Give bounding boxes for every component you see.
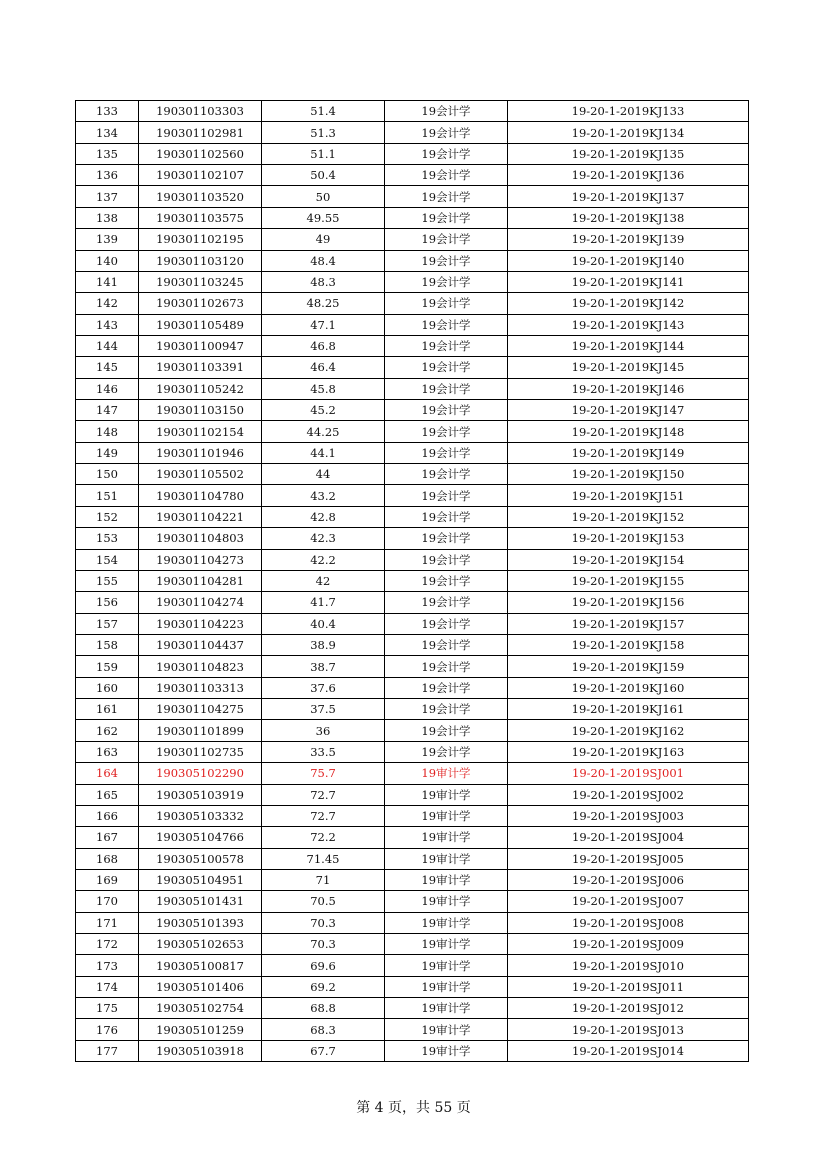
- cell-row-number: 170: [76, 891, 139, 912]
- cell-score: 50.4: [262, 165, 385, 186]
- footer-middle: 页，共: [388, 1100, 431, 1116]
- cell-score: 40.4: [262, 613, 385, 634]
- cell-student-id: 190301104274: [139, 592, 262, 613]
- cell-student-id: 190301104823: [139, 656, 262, 677]
- cell-code: 19-20-1-2019KJ140: [508, 250, 749, 271]
- table-row: [76, 464, 749, 485]
- cell-row-number: 153: [76, 528, 139, 549]
- cell-student-id: 190301100947: [139, 335, 262, 356]
- cell-student-id: 190301101899: [139, 720, 262, 741]
- cell-row-number: 164: [76, 763, 139, 784]
- cell-code: 19-20-1-2019KJ143: [508, 314, 749, 335]
- table-body: [76, 101, 749, 1062]
- cell-score: 45.2: [262, 400, 385, 421]
- cell-code: 19-20-1-2019KJ135: [508, 143, 749, 164]
- cell-score: 37.6: [262, 677, 385, 698]
- cell-code: 19-20-1-2019KJ156: [508, 592, 749, 613]
- cell-score: 67.7: [262, 1040, 385, 1061]
- footer-total-pages: 55: [434, 1100, 453, 1116]
- cell-student-id: 190301104223: [139, 613, 262, 634]
- cell-code: 19-20-1-2019KJ155: [508, 570, 749, 591]
- cell-student-id: 190301103245: [139, 271, 262, 292]
- cell-student-id: 190305102653: [139, 934, 262, 955]
- cell-class-name: 19会计学: [385, 271, 508, 292]
- cell-student-id: 190305101259: [139, 1019, 262, 1040]
- cell-code: 19-20-1-2019SJ005: [508, 848, 749, 869]
- cell-code: 19-20-1-2019KJ149: [508, 442, 749, 463]
- cell-code: 19-20-1-2019KJ159: [508, 656, 749, 677]
- cell-class-name: 19会计学: [385, 442, 508, 463]
- table-row: [76, 485, 749, 506]
- table-row: [76, 165, 749, 186]
- cell-row-number: 160: [76, 677, 139, 698]
- cell-class-name: 19会计学: [385, 720, 508, 741]
- cell-score: 69.6: [262, 955, 385, 976]
- cell-score: 69.2: [262, 976, 385, 997]
- cell-student-id: 190301103313: [139, 677, 262, 698]
- cell-row-number: 175: [76, 998, 139, 1019]
- table-row: [76, 827, 749, 848]
- cell-class-name: 19会计学: [385, 464, 508, 485]
- cell-class-name: 19会计学: [385, 677, 508, 698]
- cell-row-number: 162: [76, 720, 139, 741]
- cell-score: 36: [262, 720, 385, 741]
- cell-student-id: 190301104803: [139, 528, 262, 549]
- cell-student-id: 190301102154: [139, 421, 262, 442]
- cell-class-name: 19会计学: [385, 143, 508, 164]
- cell-row-number: 145: [76, 357, 139, 378]
- cell-row-number: 159: [76, 656, 139, 677]
- cell-student-id: 190301103391: [139, 357, 262, 378]
- cell-row-number: 156: [76, 592, 139, 613]
- cell-code: 19-20-1-2019KJ138: [508, 207, 749, 228]
- cell-class-name: 19会计学: [385, 741, 508, 762]
- cell-class-name: 19会计学: [385, 229, 508, 250]
- table-row: [76, 720, 749, 741]
- table-row: [76, 976, 749, 997]
- cell-student-id: 190301104281: [139, 570, 262, 591]
- cell-code: 19-20-1-2019KJ147: [508, 400, 749, 421]
- table-row: [76, 250, 749, 271]
- table-row: [76, 122, 749, 143]
- cell-score: 70.5: [262, 891, 385, 912]
- cell-row-number: 161: [76, 699, 139, 720]
- table-row: [76, 293, 749, 314]
- cell-student-id: 190305101406: [139, 976, 262, 997]
- cell-row-number: 168: [76, 848, 139, 869]
- cell-score: 72.7: [262, 805, 385, 826]
- table-row: [76, 207, 749, 228]
- table-row: [76, 186, 749, 207]
- cell-student-id: 190301102735: [139, 741, 262, 762]
- cell-class-name: 19会计学: [385, 421, 508, 442]
- cell-class-name: 19会计学: [385, 549, 508, 570]
- table-row: [76, 592, 749, 613]
- cell-code: 19-20-1-2019KJ157: [508, 613, 749, 634]
- footer-prefix: 第: [356, 1100, 371, 1116]
- cell-score: 68.8: [262, 998, 385, 1019]
- table-row: [76, 869, 749, 890]
- cell-class-name: 19审计学: [385, 976, 508, 997]
- cell-score: 68.3: [262, 1019, 385, 1040]
- cell-score: 49.55: [262, 207, 385, 228]
- table-row: [76, 955, 749, 976]
- cell-code: 19-20-1-2019SJ004: [508, 827, 749, 848]
- cell-code: 19-20-1-2019KJ133: [508, 101, 749, 122]
- cell-student-id: 190301102195: [139, 229, 262, 250]
- cell-code: 19-20-1-2019KJ148: [508, 421, 749, 442]
- cell-score: 71.45: [262, 848, 385, 869]
- cell-score: 44.25: [262, 421, 385, 442]
- cell-class-name: 19审计学: [385, 827, 508, 848]
- table-row: [76, 613, 749, 634]
- table-row: [76, 1019, 749, 1040]
- cell-class-name: 19会计学: [385, 613, 508, 634]
- cell-row-number: 141: [76, 271, 139, 292]
- cell-row-number: 146: [76, 378, 139, 399]
- cell-row-number: 173: [76, 955, 139, 976]
- cell-student-id: 190301104273: [139, 549, 262, 570]
- cell-code: 19-20-1-2019SJ007: [508, 891, 749, 912]
- cell-student-id: 190305102290: [139, 763, 262, 784]
- cell-code: 19-20-1-2019KJ150: [508, 464, 749, 485]
- cell-row-number: 166: [76, 805, 139, 826]
- table-row: [76, 400, 749, 421]
- cell-row-number: 134: [76, 122, 139, 143]
- cell-score: 44: [262, 464, 385, 485]
- cell-student-id: 190301103520: [139, 186, 262, 207]
- cell-class-name: 19会计学: [385, 656, 508, 677]
- cell-code: 19-20-1-2019KJ158: [508, 634, 749, 655]
- table-row: [76, 357, 749, 378]
- cell-class-name: 19会计学: [385, 207, 508, 228]
- cell-student-id: 190301102560: [139, 143, 262, 164]
- cell-code: 19-20-1-2019SJ001: [508, 763, 749, 784]
- cell-code: 19-20-1-2019SJ006: [508, 869, 749, 890]
- cell-score: 33.5: [262, 741, 385, 762]
- cell-code: 19-20-1-2019SJ013: [508, 1019, 749, 1040]
- cell-code: 19-20-1-2019KJ139: [508, 229, 749, 250]
- cell-score: 42.3: [262, 528, 385, 549]
- table-row: [76, 634, 749, 655]
- table-row: [76, 143, 749, 164]
- cell-class-name: 19审计学: [385, 763, 508, 784]
- cell-code: 19-20-1-2019KJ161: [508, 699, 749, 720]
- table-row: [76, 784, 749, 805]
- table-row: [76, 763, 749, 784]
- cell-code: 19-20-1-2019KJ141: [508, 271, 749, 292]
- cell-row-number: 144: [76, 335, 139, 356]
- cell-class-name: 19审计学: [385, 934, 508, 955]
- table-row: [76, 805, 749, 826]
- cell-code: 19-20-1-2019KJ134: [508, 122, 749, 143]
- cell-code: 19-20-1-2019SJ011: [508, 976, 749, 997]
- cell-code: 19-20-1-2019SJ014: [508, 1040, 749, 1061]
- cell-class-name: 19审计学: [385, 784, 508, 805]
- cell-row-number: 148: [76, 421, 139, 442]
- cell-class-name: 19审计学: [385, 1040, 508, 1061]
- cell-class-name: 19会计学: [385, 122, 508, 143]
- footer-page-number: 4: [374, 1100, 384, 1116]
- cell-student-id: 190301102981: [139, 122, 262, 143]
- cell-student-id: 190305102754: [139, 998, 262, 1019]
- table-row: [76, 335, 749, 356]
- table-row: [76, 570, 749, 591]
- cell-class-name: 19会计学: [385, 357, 508, 378]
- cell-score: 46.8: [262, 335, 385, 356]
- cell-code: 19-20-1-2019KJ137: [508, 186, 749, 207]
- table-row: [76, 314, 749, 335]
- cell-code: 19-20-1-2019KJ145: [508, 357, 749, 378]
- cell-row-number: 171: [76, 912, 139, 933]
- cell-row-number: 133: [76, 101, 139, 122]
- table-row: [76, 699, 749, 720]
- cell-score: 43.2: [262, 485, 385, 506]
- table-row: [76, 528, 749, 549]
- cell-class-name: 19审计学: [385, 869, 508, 890]
- cell-student-id: 190301101946: [139, 442, 262, 463]
- cell-code: 19-20-1-2019KJ162: [508, 720, 749, 741]
- cell-student-id: 190305101431: [139, 891, 262, 912]
- table-row: [76, 271, 749, 292]
- cell-score: 38.7: [262, 656, 385, 677]
- cell-row-number: 150: [76, 464, 139, 485]
- cell-student-id: 190305103332: [139, 805, 262, 826]
- cell-code: 19-20-1-2019SJ002: [508, 784, 749, 805]
- table-row: [76, 848, 749, 869]
- cell-score: 48.3: [262, 271, 385, 292]
- cell-score: 71: [262, 869, 385, 890]
- table-row: [76, 741, 749, 762]
- cell-class-name: 19会计学: [385, 101, 508, 122]
- cell-class-name: 19审计学: [385, 998, 508, 1019]
- cell-row-number: 138: [76, 207, 139, 228]
- cell-score: 41.7: [262, 592, 385, 613]
- cell-row-number: 158: [76, 634, 139, 655]
- table-row: [76, 229, 749, 250]
- cell-student-id: 190301102673: [139, 293, 262, 314]
- cell-row-number: 157: [76, 613, 139, 634]
- table-row: [76, 421, 749, 442]
- cell-class-name: 19审计学: [385, 912, 508, 933]
- cell-class-name: 19会计学: [385, 592, 508, 613]
- cell-code: 19-20-1-2019SJ009: [508, 934, 749, 955]
- cell-code: 19-20-1-2019KJ146: [508, 378, 749, 399]
- cell-score: 51.3: [262, 122, 385, 143]
- cell-student-id: 190305104951: [139, 869, 262, 890]
- cell-score: 51.1: [262, 143, 385, 164]
- cell-student-id: 190305100817: [139, 955, 262, 976]
- table-row: [76, 506, 749, 527]
- cell-student-id: 190301104275: [139, 699, 262, 720]
- cell-score: 42: [262, 570, 385, 591]
- cell-class-name: 19会计学: [385, 570, 508, 591]
- table-row: [76, 891, 749, 912]
- table-row: [76, 442, 749, 463]
- cell-score: 72.2: [262, 827, 385, 848]
- page-footer: [0, 1097, 827, 1117]
- cell-student-id: 190301104221: [139, 506, 262, 527]
- cell-student-id: 190301105489: [139, 314, 262, 335]
- cell-class-name: 19会计学: [385, 400, 508, 421]
- cell-row-number: 143: [76, 314, 139, 335]
- cell-code: 19-20-1-2019KJ152: [508, 506, 749, 527]
- cell-score: 50: [262, 186, 385, 207]
- cell-student-id: 190301104780: [139, 485, 262, 506]
- cell-score: 42.2: [262, 549, 385, 570]
- table-row: [76, 934, 749, 955]
- cell-code: 19-20-1-2019KJ144: [508, 335, 749, 356]
- cell-code: 19-20-1-2019SJ008: [508, 912, 749, 933]
- cell-class-name: 19会计学: [385, 528, 508, 549]
- cell-student-id: 190301105502: [139, 464, 262, 485]
- cell-score: 75.7: [262, 763, 385, 784]
- cell-row-number: 152: [76, 506, 139, 527]
- cell-row-number: 137: [76, 186, 139, 207]
- cell-row-number: 169: [76, 869, 139, 890]
- table-row: [76, 656, 749, 677]
- cell-row-number: 177: [76, 1040, 139, 1061]
- cell-score: 49: [262, 229, 385, 250]
- cell-score: 46.4: [262, 357, 385, 378]
- cell-score: 42.8: [262, 506, 385, 527]
- cell-class-name: 19会计学: [385, 250, 508, 271]
- cell-student-id: 190301103575: [139, 207, 262, 228]
- cell-score: 48.25: [262, 293, 385, 314]
- cell-row-number: 176: [76, 1019, 139, 1040]
- table-row: [76, 101, 749, 122]
- cell-score: 51.4: [262, 101, 385, 122]
- cell-code: 19-20-1-2019KJ160: [508, 677, 749, 698]
- cell-class-name: 19审计学: [385, 848, 508, 869]
- cell-row-number: 151: [76, 485, 139, 506]
- cell-row-number: 136: [76, 165, 139, 186]
- cell-code: 19-20-1-2019SJ010: [508, 955, 749, 976]
- cell-class-name: 19会计学: [385, 378, 508, 399]
- cell-student-id: 190305100578: [139, 848, 262, 869]
- footer-suffix: 页: [456, 1100, 471, 1116]
- cell-student-id: 190305104766: [139, 827, 262, 848]
- cell-row-number: 163: [76, 741, 139, 762]
- cell-row-number: 154: [76, 549, 139, 570]
- cell-student-id: 190305103919: [139, 784, 262, 805]
- cell-code: 19-20-1-2019SJ003: [508, 805, 749, 826]
- cell-class-name: 19会计学: [385, 634, 508, 655]
- cell-class-name: 19会计学: [385, 335, 508, 356]
- cell-row-number: 149: [76, 442, 139, 463]
- cell-student-id: 190301103150: [139, 400, 262, 421]
- table-row: [76, 1040, 749, 1061]
- table-row: [76, 998, 749, 1019]
- cell-class-name: 19会计学: [385, 485, 508, 506]
- cell-class-name: 19审计学: [385, 891, 508, 912]
- cell-score: 37.5: [262, 699, 385, 720]
- cell-row-number: 140: [76, 250, 139, 271]
- cell-row-number: 135: [76, 143, 139, 164]
- cell-score: 45.8: [262, 378, 385, 399]
- cell-student-id: 190305103918: [139, 1040, 262, 1061]
- cell-score: 44.1: [262, 442, 385, 463]
- cell-class-name: 19会计学: [385, 186, 508, 207]
- cell-row-number: 172: [76, 934, 139, 955]
- score-table: [75, 100, 749, 1062]
- cell-row-number: 165: [76, 784, 139, 805]
- cell-code: 19-20-1-2019SJ012: [508, 998, 749, 1019]
- cell-student-id: 190305101393: [139, 912, 262, 933]
- cell-class-name: 19会计学: [385, 314, 508, 335]
- cell-student-id: 190301104437: [139, 634, 262, 655]
- cell-student-id: 190301103120: [139, 250, 262, 271]
- table-row: [76, 549, 749, 570]
- cell-student-id: 190301105242: [139, 378, 262, 399]
- cell-row-number: 155: [76, 570, 139, 591]
- cell-class-name: 19会计学: [385, 506, 508, 527]
- cell-score: 47.1: [262, 314, 385, 335]
- cell-code: 19-20-1-2019KJ163: [508, 741, 749, 762]
- cell-row-number: 167: [76, 827, 139, 848]
- cell-code: 19-20-1-2019KJ136: [508, 165, 749, 186]
- cell-class-name: 19会计学: [385, 699, 508, 720]
- cell-code: 19-20-1-2019KJ153: [508, 528, 749, 549]
- table-row: [76, 912, 749, 933]
- cell-class-name: 19审计学: [385, 1019, 508, 1040]
- cell-score: 70.3: [262, 912, 385, 933]
- table-row: [76, 677, 749, 698]
- cell-row-number: 142: [76, 293, 139, 314]
- cell-row-number: 147: [76, 400, 139, 421]
- cell-class-name: 19会计学: [385, 165, 508, 186]
- cell-row-number: 174: [76, 976, 139, 997]
- cell-code: 19-20-1-2019KJ151: [508, 485, 749, 506]
- cell-class-name: 19会计学: [385, 293, 508, 314]
- cell-row-number: 139: [76, 229, 139, 250]
- table-row: [76, 378, 749, 399]
- cell-code: 19-20-1-2019KJ142: [508, 293, 749, 314]
- cell-student-id: 190301102107: [139, 165, 262, 186]
- cell-code: 19-20-1-2019KJ154: [508, 549, 749, 570]
- cell-student-id: 190301103303: [139, 101, 262, 122]
- cell-score: 72.7: [262, 784, 385, 805]
- cell-score: 70.3: [262, 934, 385, 955]
- cell-score: 48.4: [262, 250, 385, 271]
- cell-class-name: 19审计学: [385, 805, 508, 826]
- cell-score: 38.9: [262, 634, 385, 655]
- cell-class-name: 19审计学: [385, 955, 508, 976]
